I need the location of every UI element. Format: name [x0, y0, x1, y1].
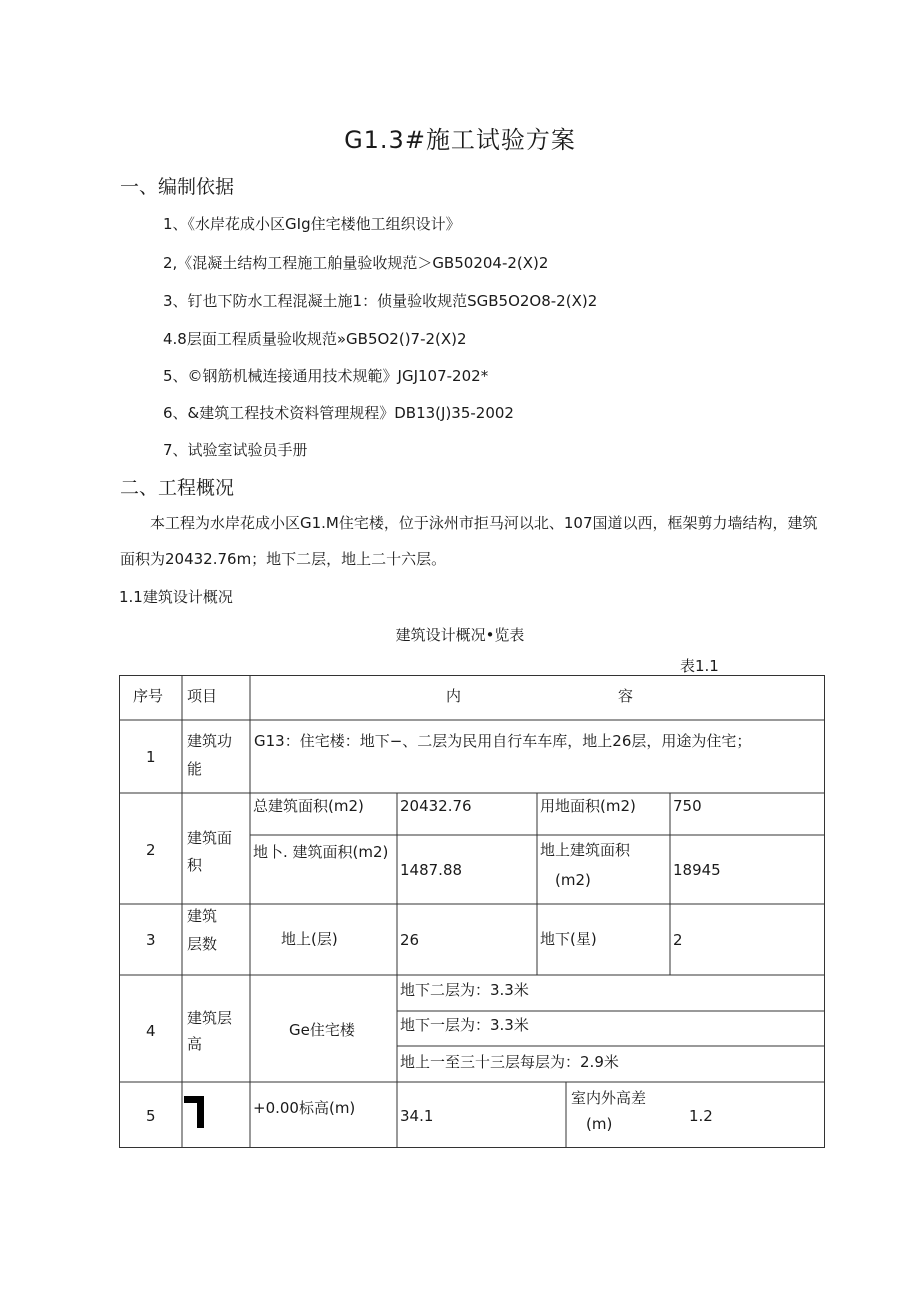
row2-item: 建筑面: [187, 829, 233, 847]
floor-height-b1: 地下一层为：3.3米: [400, 1016, 529, 1034]
row1-no: 1: [146, 748, 156, 766]
reference-item: 7、试验室试验员手册: [163, 441, 308, 459]
reference-item: 3、钉也下防水工程混凝土施1：侦量验收规范SGB5O2O8-2(X)2: [163, 292, 598, 310]
table-caption: 建筑设计概况•览表: [395, 626, 525, 644]
above-ground-area-unit: (m2): [555, 871, 591, 889]
elevation-label: +0.00标高(m): [253, 1099, 356, 1117]
row3-item: 建筑: [187, 907, 218, 925]
section-heading-basis: 一、编制依据: [120, 176, 235, 198]
height-diff-value: 1.2: [689, 1107, 713, 1125]
row4-no: 4: [146, 1022, 156, 1040]
row1-item: 建筑功: [187, 732, 233, 750]
table-number: 表1.1: [680, 657, 719, 675]
subsection-heading: 1.1建筑设计概况: [119, 588, 233, 606]
reference-item: 1、《水岸花成小区GIg住宅楼他工组织设计》: [163, 215, 461, 233]
height-diff-unit: (m): [586, 1115, 613, 1133]
elevation-value: 34.1: [400, 1107, 434, 1125]
land-area-label: 用地面积(m2): [540, 797, 636, 815]
scan-artifact-mark: [197, 1096, 204, 1128]
reference-item: 5、©钢筋机械连接通用技术规範》JGJ107-202*: [163, 367, 489, 385]
height-diff-label: 室内外高差: [571, 1089, 647, 1107]
row5-no: 5: [146, 1107, 156, 1125]
row1-item: 能: [187, 760, 203, 778]
floors-above-value: 26: [400, 931, 420, 949]
floor-height-above: 地上一至三十三层每层为：2.9米: [400, 1053, 619, 1071]
reference-item: 6、&建筑工程技术资料管理规程》DB13(J)35-2002: [163, 404, 514, 422]
floors-above-label: 地上(层): [281, 930, 338, 948]
land-area-value: 750: [673, 797, 702, 815]
floors-below-value: 2: [673, 931, 683, 949]
overview-paragraph: 本工程为水岸花成小区G1.M住宅楼，位于泳州市拒马河以北、107国道以西，框架剪力墙结构，建筑面积为20432.76m；地下二层，地上二十六层。: [120, 514, 818, 568]
header-item: 项目: [187, 687, 218, 705]
page-title: G1.3#施工试验方案: [344, 126, 576, 154]
total-area-label: 总建筑面积(m2): [253, 797, 364, 815]
row4-item: 建筑层: [187, 1009, 233, 1027]
building-label: Ge住宅楼: [289, 1021, 355, 1039]
row2-no: 2: [146, 841, 156, 859]
above-ground-area-label: 地上建筑面积: [540, 841, 631, 859]
row3-item: 层数: [187, 935, 218, 953]
header-content-right: 容: [618, 687, 634, 705]
row4-item: 高: [187, 1035, 203, 1053]
underground-area-value: 1487.88: [400, 861, 463, 879]
design-overview-table: [119, 675, 825, 1148]
row2-item: 积: [187, 856, 203, 874]
header-content-left: 内: [446, 687, 462, 705]
section-heading-overview: 二、工程概况: [120, 477, 235, 499]
above-ground-area-value: 18945: [673, 861, 721, 879]
floor-height-b2: 地下二层为：3.3米: [400, 981, 529, 999]
header-no: 序号: [133, 687, 164, 705]
row3-no: 3: [146, 931, 156, 949]
reference-item: 4.8层面工程质量验收规范»GB5O2()7-2(X)2: [163, 330, 467, 348]
row1-content: G13：住宅楼：地下−、二层为民用自行车车库，地上26层，用途为住宅；: [254, 732, 752, 750]
total-area-value: 20432.76: [400, 797, 472, 815]
underground-area-label: 地卜. 建筑面积(m2): [253, 843, 389, 861]
floors-below-label: 地下(星): [540, 930, 597, 948]
reference-item: 2,《混凝土结构工程施工舶量验收规范＞GB50204-2(X)2: [163, 254, 549, 272]
